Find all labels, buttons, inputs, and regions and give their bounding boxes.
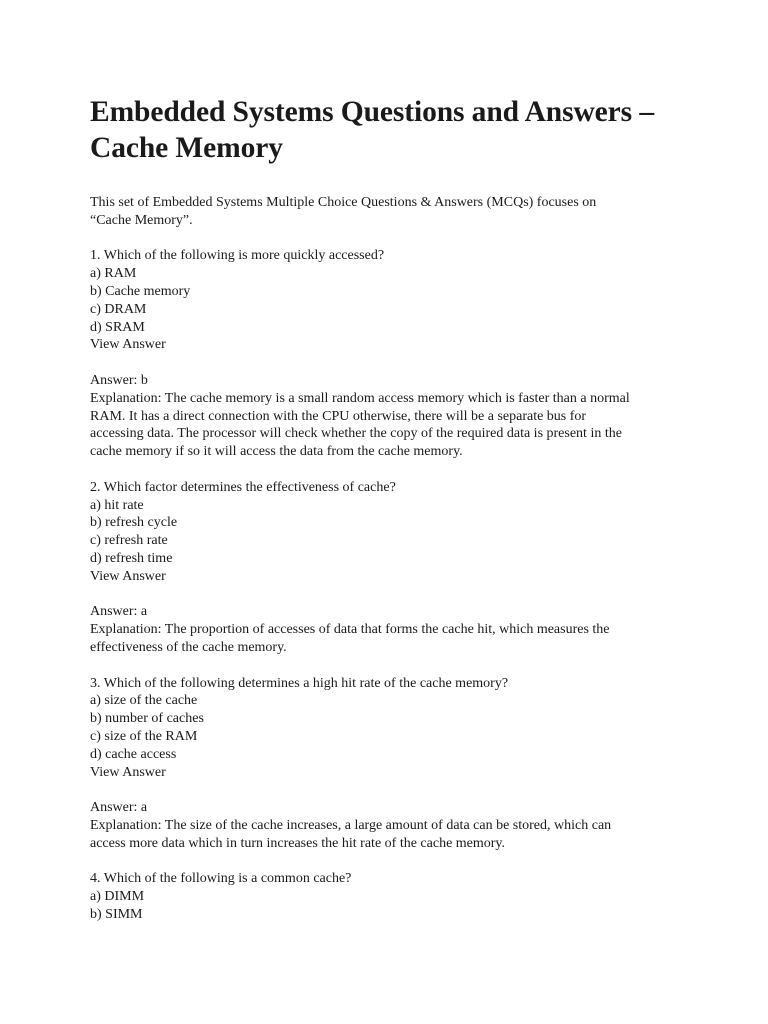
page-title xyxy=(90,94,690,166)
explanation-line: RAM. It has a direct connection with the CPU otherwise, there will be a separate bus for xyxy=(90,408,587,424)
question-block-4 xyxy=(90,870,690,923)
question-block-1 xyxy=(90,247,690,461)
option-b: b) Cache memory xyxy=(90,283,191,299)
question-text: 4. Which of the following is a common cache? xyxy=(90,871,352,887)
option-a: a) DIMM xyxy=(90,889,145,905)
explanation-line: effectiveness of the cache memory. xyxy=(90,639,287,655)
intro-line: This set of Embedded Systems Multiple Choice Questions & Answers (MCQs) focuses on xyxy=(90,195,597,210)
option-d: d) refresh time xyxy=(90,550,173,566)
answer-text: Answer: b xyxy=(90,372,148,388)
option-b: b) number of caches xyxy=(90,711,204,727)
explanation-line: Explanation: The cache memory is a small random access memory which is faster than a normal xyxy=(90,390,630,406)
option-a: a) hit rate xyxy=(90,497,144,513)
option-b: b) SIMM xyxy=(90,906,143,922)
question-block-2 xyxy=(90,479,690,657)
explanation-line: cache memory if so it will access the data from the cache memory. xyxy=(90,444,463,460)
explanation-line: Explanation: The size of the cache increases, a large amount of data can be stored, which can xyxy=(90,817,612,833)
question-text: 3. Which of the following determines a high hit rate of the cache memory? xyxy=(90,675,509,691)
option-c: c) refresh rate xyxy=(90,533,168,549)
option-d: d) cache access xyxy=(90,746,177,762)
option-d: d) SRAM xyxy=(90,319,145,335)
explanation-line: accessing data. The processor will check whether the copy of the required data is present in the xyxy=(90,426,622,442)
option-a: a) size of the cache xyxy=(90,693,198,709)
question-block-3 xyxy=(90,675,690,853)
view-answer-link[interactable]: View Answer xyxy=(90,764,166,780)
question-text: 2. Which factor determines the effectiveness of cache? xyxy=(90,479,396,495)
page-title-line-2: Cache Memory xyxy=(90,132,283,164)
option-c: c) DRAM xyxy=(90,301,147,317)
answer-text: Answer: a xyxy=(90,800,148,816)
view-answer-link[interactable]: View Answer xyxy=(90,337,166,353)
option-c: c) size of the RAM xyxy=(90,728,198,744)
view-answer-link[interactable]: View Answer xyxy=(90,568,166,584)
question-text: 1. Which of the following is more quickly accessed? xyxy=(90,248,385,264)
intro-line: “Cache Memory”. xyxy=(90,212,193,228)
page-title-line-1: Embedded Systems Questions and Answers – xyxy=(90,96,654,128)
document-page xyxy=(90,94,690,924)
explanation-line: Explanation: The proportion of accesses of data that forms the cache hit, which measures the xyxy=(90,622,610,638)
option-b: b) refresh cycle xyxy=(90,515,178,531)
intro-paragraph xyxy=(90,194,690,230)
option-a: a) RAM xyxy=(90,266,137,282)
explanation-line: access more data which in turn increases the hit rate of the cache memory. xyxy=(90,835,506,851)
answer-text: Answer: a xyxy=(90,604,148,620)
